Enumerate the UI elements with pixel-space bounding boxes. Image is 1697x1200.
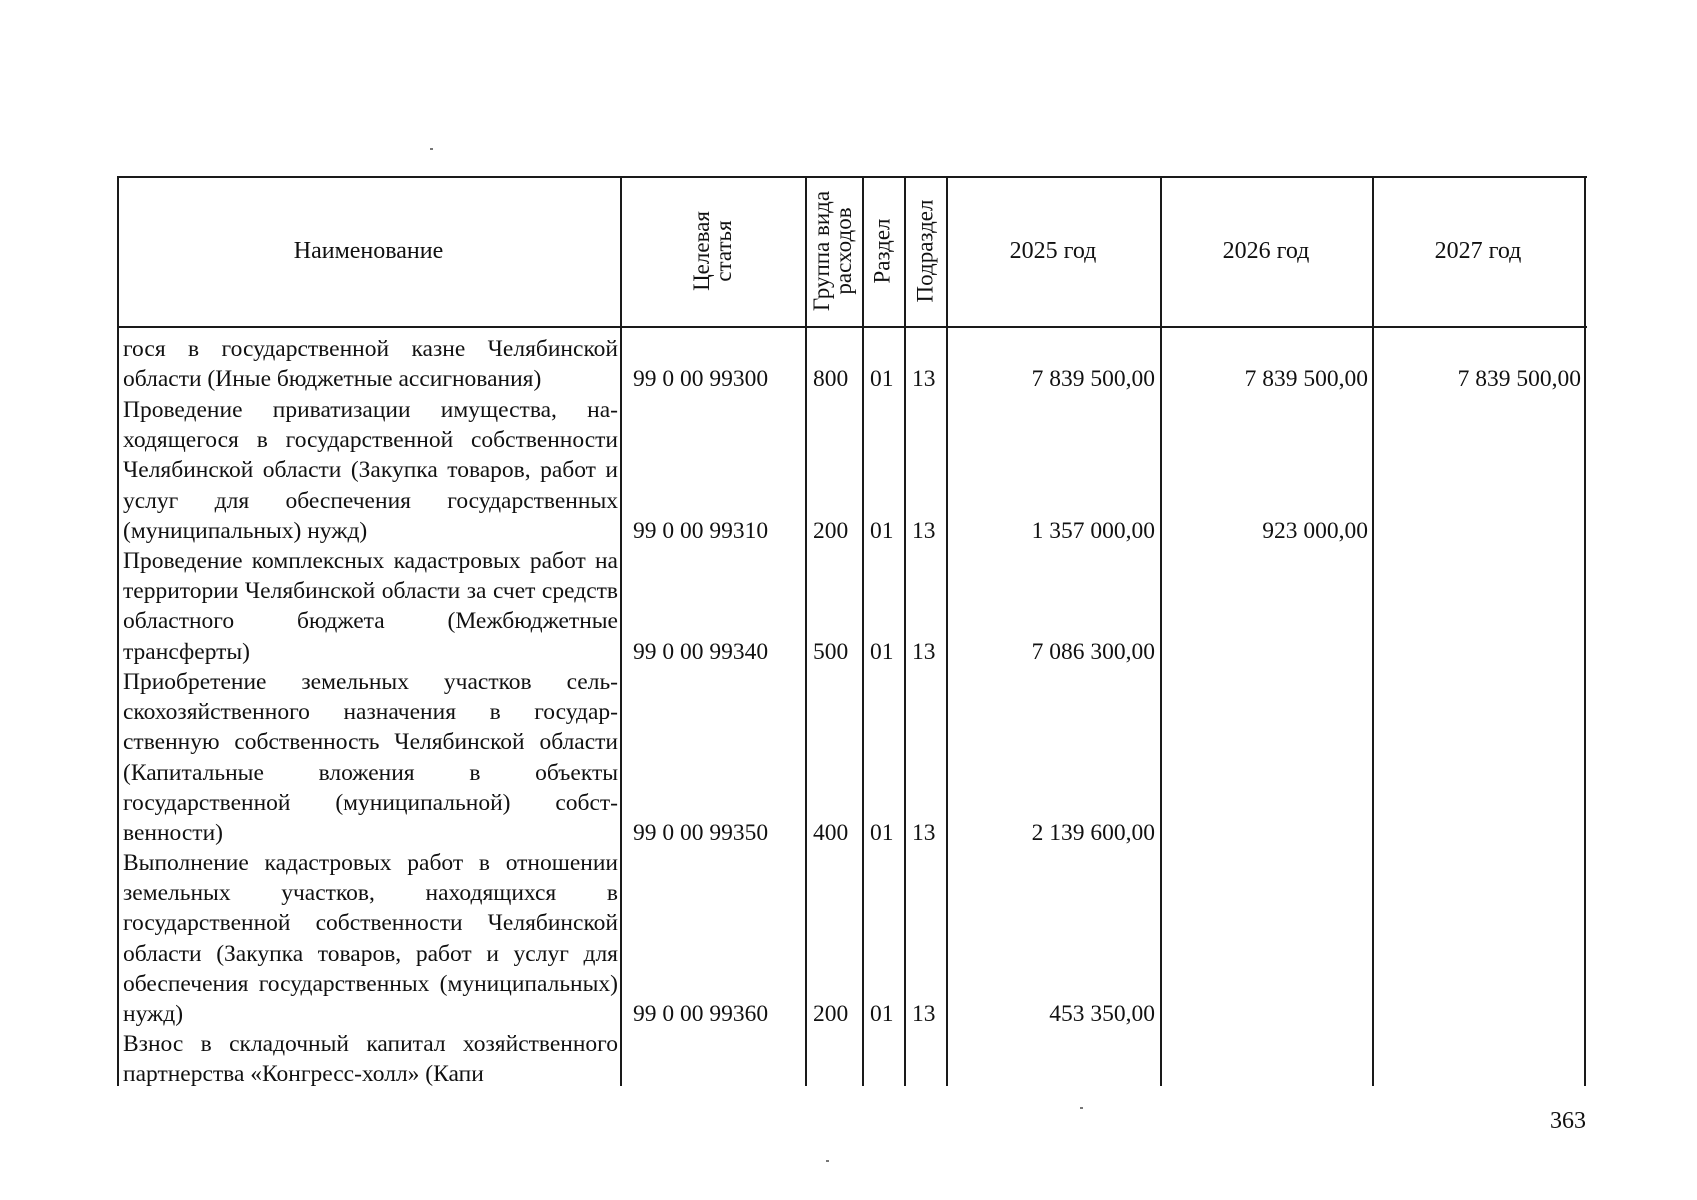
row-code: 99 0 00 99350 xyxy=(633,820,769,846)
row-group: 800 xyxy=(813,366,849,392)
scan-speck xyxy=(430,148,433,150)
row-subsection: 13 xyxy=(912,820,936,846)
budget-table xyxy=(117,176,1587,1086)
header-expense-group xyxy=(805,176,862,326)
header-2027-label: 2027 год xyxy=(1434,237,1522,264)
row-group: 500 xyxy=(813,639,849,665)
row-name: Проведение комплексных кадастровых работ на территории Челябинской области за счет средств областного бюджета (Межбюджетные трансферты) xyxy=(123,548,618,665)
header-2025 xyxy=(946,176,1160,326)
row-section: 01 xyxy=(870,820,894,846)
page-number: 363 xyxy=(1550,1108,1586,1134)
row-subsection: 13 xyxy=(912,1001,936,1027)
header-2027 xyxy=(1372,176,1584,326)
row-2025: 7 839 500,00 xyxy=(1031,366,1155,392)
row-section: 01 xyxy=(870,518,894,544)
row-group: 200 xyxy=(813,1001,849,1027)
header-2026-label: 2026 год xyxy=(1222,237,1310,264)
scan-speck xyxy=(1080,1107,1083,1109)
header-section xyxy=(862,176,904,326)
row-2025: 2 139 600,00 xyxy=(1031,820,1155,846)
row-section: 01 xyxy=(870,1001,894,1027)
row-section: 01 xyxy=(870,639,894,665)
row-name: Проведение приватизации имущества, находящегося в государственной собственности Челябинской области (Закупка товаров, работ и услуг для обеспечения государственных (муниципальных) нужд) xyxy=(123,397,618,544)
row-subsection: 13 xyxy=(912,366,936,392)
row-name: Взнос в складочный капитал хозяйственного партнерства «Конгресс-холл» (Капи xyxy=(123,1031,618,1088)
header-target-article xyxy=(620,176,805,326)
row-2026: 7 839 500,00 xyxy=(1244,366,1368,392)
row-group: 400 xyxy=(813,820,849,846)
row-code: 99 0 00 99340 xyxy=(633,639,769,665)
header-target-article-label: Целевая статья xyxy=(688,211,736,291)
row-group: 200 xyxy=(813,518,849,544)
header-name xyxy=(117,176,620,326)
header-2025-label: 2025 год xyxy=(1009,237,1097,264)
row-2025: 7 086 300,00 xyxy=(1031,639,1155,665)
row-subsection: 13 xyxy=(912,518,936,544)
row-2025: 1 357 000,00 xyxy=(1031,518,1155,544)
header-expense-group-label: Группа вида расходов xyxy=(809,190,857,312)
row-name: Выполнение кадастровых работ в отношении земельных участков, находящихся в государственной собственности Челябинской области (Закупка товаров, работ и услуг для обеспечения государственных (муниципальных) нужд) xyxy=(123,850,618,1028)
header-subsection-label: Подраздел xyxy=(912,199,938,303)
header-subsection xyxy=(904,176,946,326)
header-section-label: Раздел xyxy=(870,218,895,284)
row-code: 99 0 00 99360 xyxy=(633,1001,769,1027)
row-name: гося в государственной казне Челябинской области (Иные бюджетные ассигнования) xyxy=(123,336,618,393)
header-2026 xyxy=(1160,176,1372,326)
row-code: 99 0 00 99300 xyxy=(633,366,769,392)
col-border xyxy=(1584,176,1586,1086)
header-name-label: Наименование xyxy=(293,237,444,264)
row-subsection: 13 xyxy=(912,639,936,665)
row-name: Приобретение земельных участков сельскохозяйственного назначения в государственную собственность Челябинской области (Капитальные вложения в объекты государственной (муниципальной) собственности) xyxy=(123,669,618,847)
row-2027: 7 839 500,00 xyxy=(1457,366,1581,392)
row-2025: 453 350,00 xyxy=(1049,1001,1155,1027)
scan-speck xyxy=(826,1160,829,1162)
row-2026: 923 000,00 xyxy=(1262,518,1368,544)
row-section: 01 xyxy=(870,366,894,392)
row-code: 99 0 00 99310 xyxy=(633,518,769,544)
header-bottom-border xyxy=(117,326,1587,328)
